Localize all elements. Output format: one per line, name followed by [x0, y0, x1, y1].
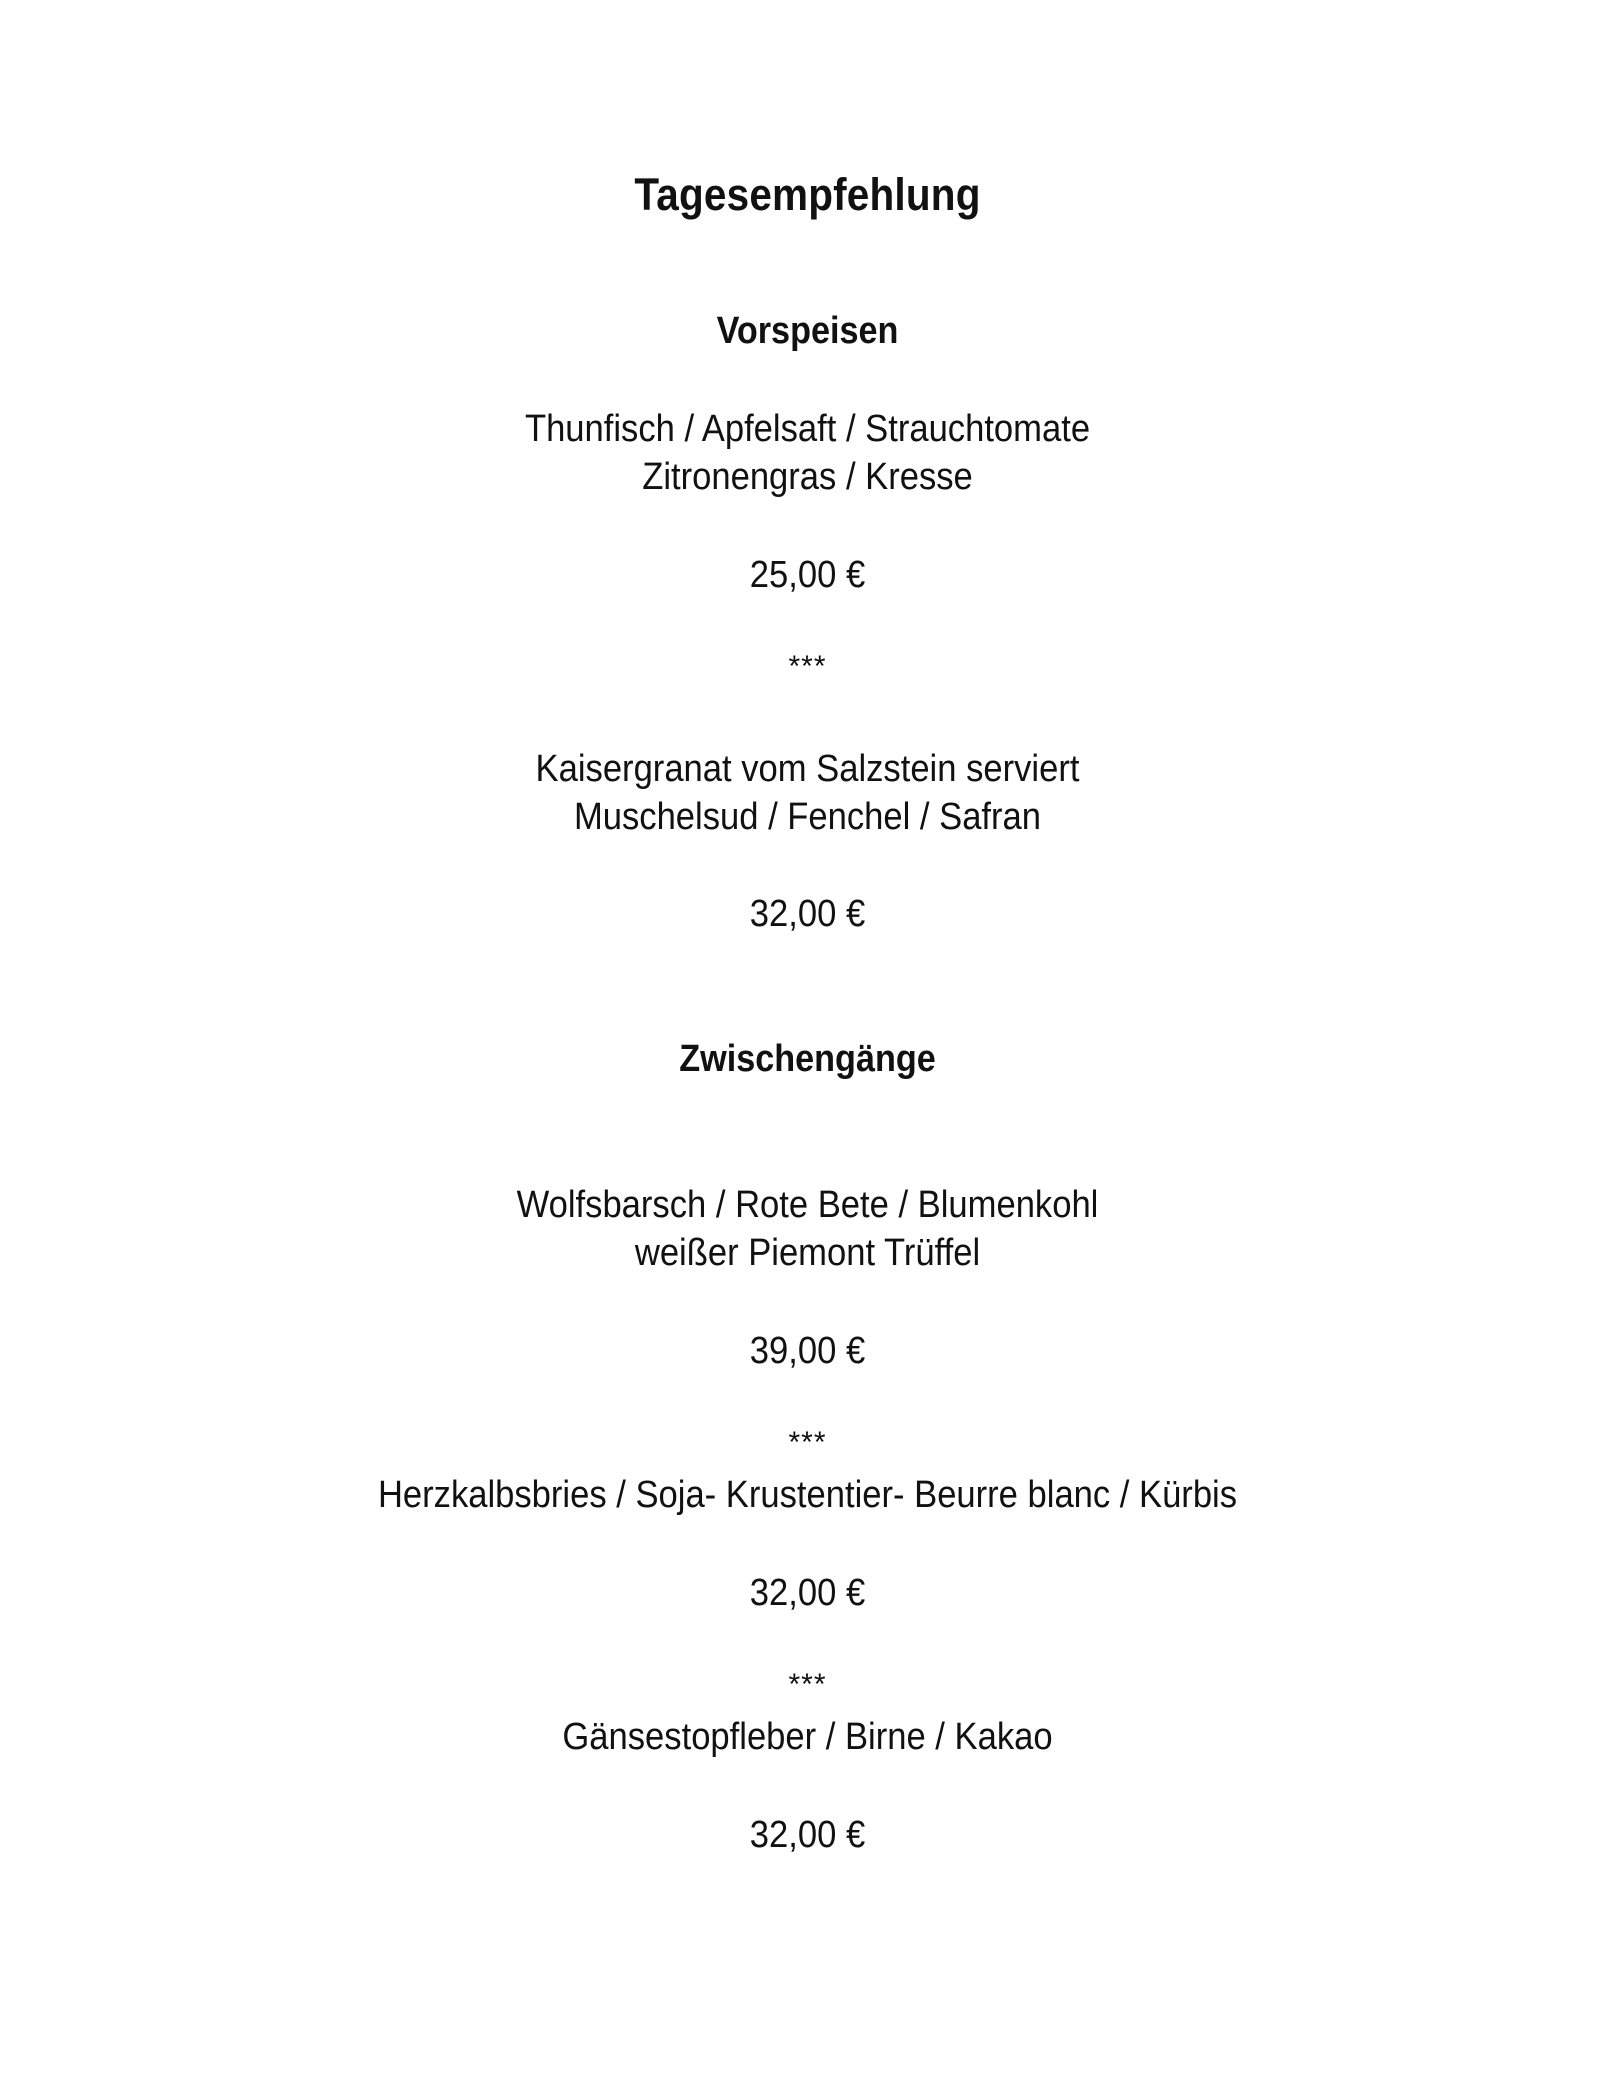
dish-price: 32,00 €: [749, 893, 866, 935]
dish-separator: ***: [788, 650, 827, 683]
dish-separator: ***: [788, 1426, 827, 1459]
dish-description-line: Kaisergranat vom Salzstein serviert: [535, 748, 1080, 790]
dish-description-line: Gänsestopfleber / Birne / Kakao: [562, 1716, 1053, 1758]
dish-description-line: weißer Piemont Trüffel: [634, 1232, 981, 1274]
dish-description-line: Thunfisch / Apfelsaft / Strauchtomate: [524, 408, 1091, 450]
dish-description-line: Herzkalbsbries / Soja- Krustentier- Beurre blanc / Kürbis: [377, 1474, 1238, 1516]
dish-separator: ***: [788, 1668, 827, 1701]
dish-description-line: Wolfsbarsch / Rote Bete / Blumenkohl: [516, 1184, 1099, 1226]
dish-description-line: Zitronengras / Kresse: [642, 456, 973, 498]
dish-description-line: Muschelsud / Fenchel / Safran: [573, 796, 1042, 838]
dish-price: 32,00 €: [749, 1814, 866, 1856]
page-title: Tagesempfehlung: [634, 169, 981, 220]
section-heading-vorspeisen: Vorspeisen: [716, 310, 899, 352]
dish-price: 25,00 €: [749, 554, 866, 596]
dish-price: 32,00 €: [749, 1572, 866, 1614]
section-heading-zwischengaenge: Zwischengänge: [679, 1038, 936, 1080]
dish-price: 39,00 €: [749, 1330, 866, 1372]
